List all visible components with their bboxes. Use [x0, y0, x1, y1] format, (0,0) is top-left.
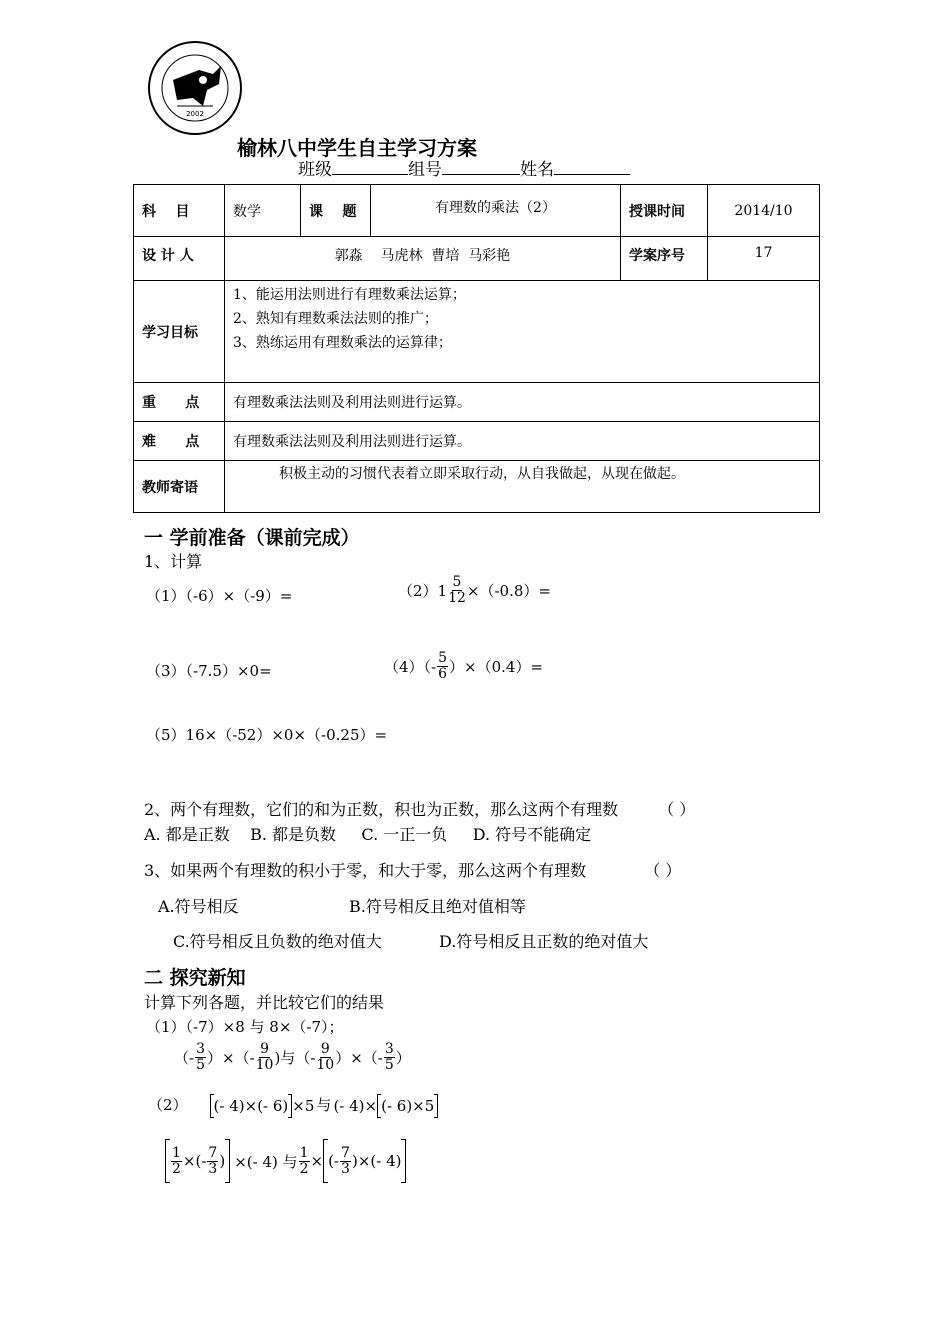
problem-3: （3）（-7.5）×0=	[146, 662, 272, 680]
time-label: 授课时间	[621, 185, 708, 237]
exercise-3: $\frac{1}{2}$ ×(- $\frac{7}{3}$ ) ×(- 4) 与 $\frac{1}{2}$ × (- $\frac{7}{3}$ )×(- 4)	[165, 1139, 406, 1183]
page-title: 榆林八中学生自主学习方案	[237, 136, 477, 160]
svg-text:2002: 2002	[186, 110, 204, 118]
fraction: $\frac{7}{3}$	[208, 1144, 218, 1177]
option-b: B.符号相反且绝对值相等	[349, 897, 526, 916]
question-3: 3、如果两个有理数的积小于零，和大于零，那么这两个有理数 （ ）	[144, 861, 682, 880]
fraction: $\frac{3}{5}$	[196, 1041, 205, 1073]
topic-value: 有理数的乘法（2）	[371, 185, 621, 237]
problem-2: （2）1 $\frac{5}{12}$ ×（-0.8）=	[398, 574, 551, 606]
difficult-label: 难 点	[134, 422, 225, 461]
class-label: 班级	[298, 160, 332, 180]
school-logo	[147, 40, 243, 136]
goal-item: 3、熟练运用有理数乘法的运算律；	[233, 335, 452, 351]
topic-label: 课 题	[301, 185, 371, 237]
question-2-options: A. 都是正数 B. 都是负数 C. 一正一负 D. 符号不能确定	[144, 825, 592, 844]
fraction: $\frac{9}{10}$	[316, 1041, 335, 1073]
key-value: 有理数乘法法则及利用法则进行运算。	[225, 383, 820, 422]
subject-label: 科 目	[134, 185, 225, 237]
option-d: D.符号相反且正数的绝对值大	[439, 932, 649, 951]
teacher-value: 积极主动的习惯代表着立即采取行动，从自我做起，从现在做起。	[225, 461, 820, 513]
problem-5: （5）16×（-52）×0×（-0.25）=	[146, 726, 388, 744]
name-blank[interactable]	[554, 158, 630, 175]
answer-bracket[interactable]: （ ）	[658, 800, 696, 819]
left-bracket	[165, 1139, 170, 1183]
key-label: 重 点	[134, 383, 225, 422]
option-c: C.符号相反且负数的绝对值大	[173, 932, 382, 951]
difficult-value: 有理数乘法法则及利用法则进行运算。	[225, 422, 820, 461]
exercise-1: （1）（-7）×8 与 8×（-7）；	[146, 1018, 344, 1036]
option-a: A.符号相反	[158, 897, 239, 916]
q1-title: 1、计算	[144, 552, 203, 571]
time-value: 2014/10	[708, 185, 820, 237]
goals-label: 学习目标	[134, 281, 225, 383]
goal-item: 2、熟知有理数乘法法则的推广；	[233, 311, 438, 327]
designer-value: 郭淼 马虎林 曹培 马彩艳	[225, 237, 621, 281]
problem-1: （1）（-6）×（-9）=	[146, 587, 293, 605]
designer-label: 设 计 人	[134, 237, 225, 281]
fraction: $\frac{1}{2}$	[299, 1144, 309, 1177]
subject-value: 数学	[225, 185, 301, 237]
question-2: 2、两个有理数，它们的和为正数，积也为正数，那么这两个有理数 （ ）	[144, 800, 696, 819]
goals-list	[225, 281, 820, 383]
student-info-line	[298, 155, 630, 180]
right-bracket	[225, 1139, 230, 1183]
group-blank[interactable]	[442, 158, 520, 175]
section2-intro: 计算下列各题，并比较它们的结果	[144, 993, 385, 1012]
fraction: $\frac{5}{6}$	[438, 650, 448, 682]
answer-bracket[interactable]: （ ）	[644, 861, 682, 880]
exercise-2: （2） (- 4)×(- 6) ×5 与 (- 4)× (- 6)×5	[148, 1094, 438, 1118]
exercise-1b: （- $\frac{3}{5}$ ）×（- $\frac{9}{10}$ )与（- $\frac{9}{10}$ ）×（- $\frac{3}{5}$ ）	[174, 1041, 411, 1073]
teacher-label: 教师寄语	[134, 461, 225, 513]
right-bracket	[401, 1139, 406, 1183]
fraction: $\frac{1}{2}$	[172, 1144, 181, 1177]
right-bracket	[434, 1094, 438, 1118]
problem-4: （4）（- $\frac{5}{6}$ ）×（0.4）=	[384, 650, 544, 682]
fraction: $\frac{5}{12}$	[448, 574, 466, 606]
fraction: $\frac{9}{10}$	[255, 1041, 274, 1073]
fraction: $\frac{7}{3}$	[341, 1144, 350, 1177]
class-blank[interactable]	[332, 158, 408, 175]
fraction: $\frac{3}{5}$	[384, 1041, 394, 1073]
serial-value: 17	[708, 237, 820, 281]
info-table	[133, 184, 820, 513]
group-label: 组号	[408, 160, 442, 180]
serial-label: 学案序号	[621, 237, 708, 281]
section2-title: 二 探究新知	[144, 967, 246, 989]
goal-item: 1、能运用法则进行有理数乘法运算；	[233, 287, 466, 303]
section1-title: 一 学前准备（课前完成）	[144, 527, 360, 549]
name-label: 姓名	[520, 160, 554, 180]
